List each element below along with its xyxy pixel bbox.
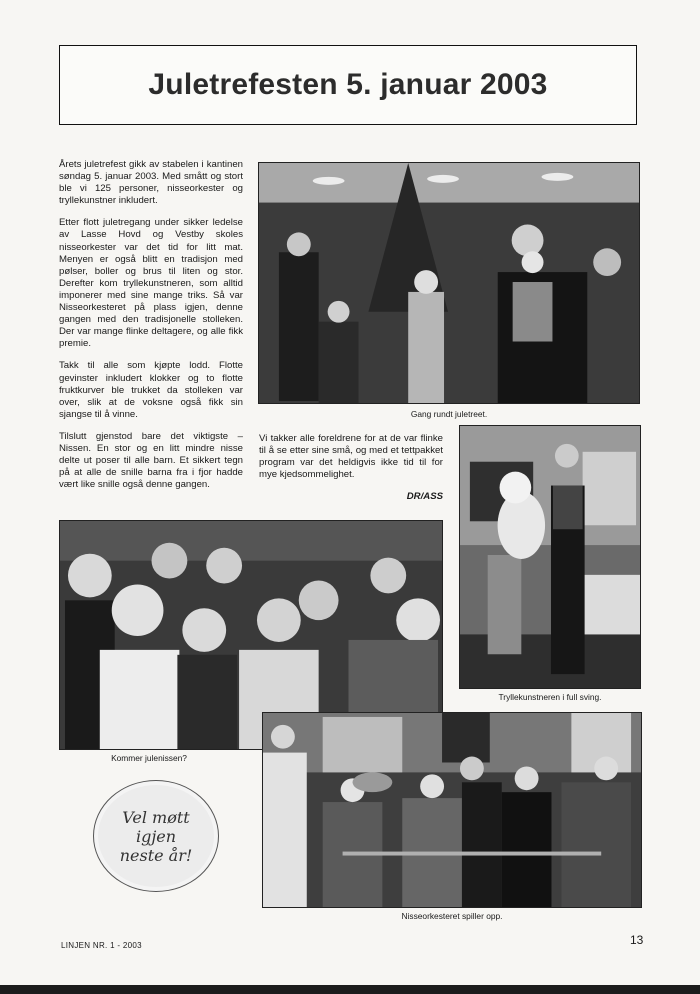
badge-text: Vel møtt igjen neste år! (119, 807, 193, 865)
caption-tryllekunstner: Tryllekunstneren i full sving. (498, 692, 602, 702)
vel-mott-badge (93, 780, 219, 892)
photo-juletre (258, 162, 640, 404)
caption-barn: Kommer julenissen? (111, 753, 187, 763)
closing-paragraph: Vi takker alle foreldrene for at de var flinke til å se etter sine små, og med et tettpakket program var det heldigvis ikke tid til for mye kjedsommelighet. (259, 433, 443, 481)
bottom-rule (0, 985, 700, 994)
article-paragraph: Tilslutt gjenstod bare det viktigste – Nissen. En stor og en litt mindre nisse delte ut poser til alle barn. Et sikkert tegn på at alle de snille barna fra i fjor hadde vært like snille også denne gangen. (59, 430, 243, 491)
caption-juletre: Gang rundt juletreet. (410, 409, 488, 419)
photo-orkester (262, 712, 642, 908)
article-paragraph: Etter flott juletregang under sikker ledelse av Lasse Hovd og Vestby skoles nisseorkester var det tid for litt mat. Menyen er også blitt en tradisjon med pølser, boller og brus til liten og stor. Derefter kom tryllekunstneren, som alltid imponerer med sine mange triks. Så var Nisseorkesteret på plass igjen, denne gangen med den tradisjonelle stolleken. Der var mange flinke deltagere, og alle fikk premie. (59, 217, 243, 350)
signature: DR/ASS (406, 491, 443, 503)
article-paragraph: Takk til alle som kjøpte lodd. Flotte gevinster inkludert klokker og to flotte fruktkurver ble trukket da stolleken var over, slik at de voksne også fikk sin sjangse til å vinne. (59, 360, 243, 420)
caption-orkester: Nisseorkesteret spiller opp. (401, 911, 503, 921)
page-title: Juletrefesten 5. januar 2003 (148, 68, 548, 101)
article-paragraph: Årets juletrefest gikk av stabelen i kantinen søndag 5. januar 2003. Med smått og stort ble vi 125 personer, nisseorkester og tryllekunstner inkludert. (59, 159, 243, 207)
title-box (59, 45, 637, 125)
photo-tryllekunstner (459, 425, 641, 689)
article-column (59, 159, 243, 501)
footer-publication: LINJEN NR. 1 - 2003 (61, 941, 142, 950)
page-number: 13 (630, 933, 644, 947)
closing-column (259, 433, 443, 503)
